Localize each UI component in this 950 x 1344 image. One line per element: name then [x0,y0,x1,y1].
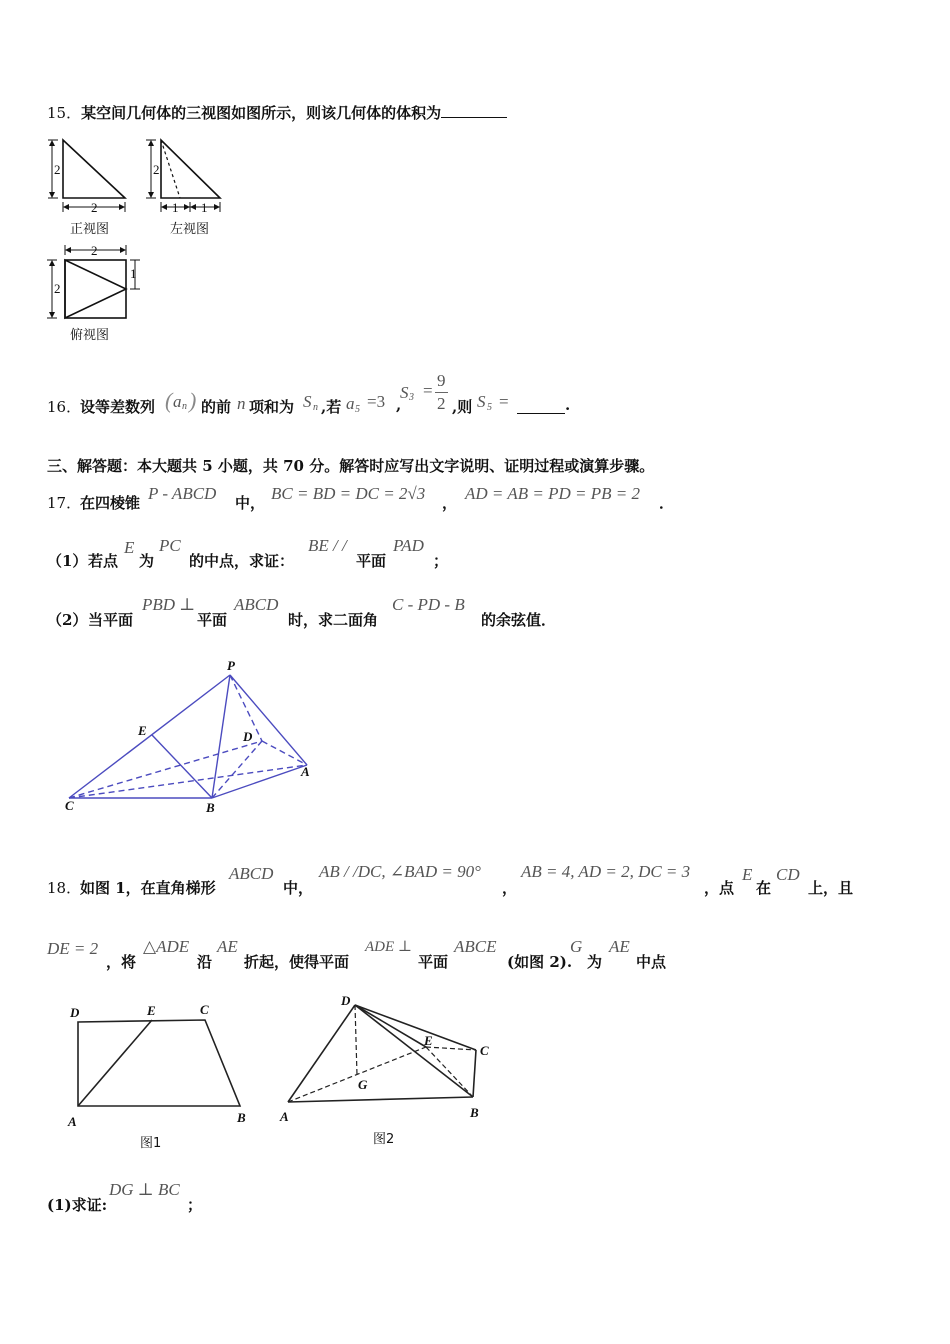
q17-stem: 17． 在四棱锥 P - ABCD 中， BC = BD = DC = 2√3 ， AD = AB = PD = PB = 2 ． [47,484,675,512]
fig2-edge-DB [355,1005,473,1097]
fig1-segment-AE [78,1020,152,1106]
fig2-vertex-G: G [358,1077,368,1092]
top-height-label: 2 [54,281,61,296]
question-text: 某空间几何体的三视图如图所示，则该几何体的体积为 [81,104,442,122]
q18-stem-line1: 18． 如图 1，在直角梯形 ABCD 中， AB / /DC, ∠BAD = 90° ， AB = 4, AD = 2, DC = 3 ，点 E 在 CD 上，且 [47,862,854,897]
q17-pyramid-figure [55,655,330,820]
fig2-edge-DC [355,1005,476,1050]
front-height-label: 2 [54,162,61,177]
question-number: 15． [47,104,82,122]
top-view-frame [65,260,126,318]
q18-stem-line2: DE = 2 ，将 △ADE 沿 AE 折起，使得平面 ADE ⊥ 平面 ABCE (如图 2). G 为 AE 中点 [47,937,667,971]
top-width-label: 2 [91,243,98,258]
q17-part1: （1） 若点 E 为 PC 的中点，求证： BE / / 平面 PAD ； [47,536,449,570]
left-view-triangle [161,140,220,198]
top-right-label: 1 [130,266,137,281]
left-view-caption: 左视图 [170,222,210,237]
front-width-label: 2 [91,200,98,215]
vertex-D: D [243,729,253,744]
vertex-C: C [65,798,74,813]
left-height-label: 2 [153,162,160,177]
q17-part2: （2） 当平面 PBD ⊥ 平面 ABCD 时，求二面角 C - PD - B 的余弦值． [47,595,557,629]
vertex-B: B [206,800,215,815]
fig1-vertex-C: C [200,1002,209,1017]
section-3-title: 三、解答题：本大题共 5 小题，共 70 分。解答时应写出文字说明、证明过程或演算步骤。 [47,457,655,475]
edge-PC [69,675,230,798]
fig1-vertex-A: A [68,1114,77,1129]
fig2-vertex-C: C [480,1043,489,1058]
fig1-vertex-B: B [237,1110,246,1125]
q15-stem [47,102,507,123]
fig2-edge-DA [288,1005,355,1102]
segment-EB [152,735,212,798]
fig2-edge-EB [426,1047,473,1097]
top-view-triangle-inner [65,260,126,318]
fig1-vertex-D: D [70,1005,80,1020]
q18-part1: (1)求证: DG ⊥ BC ； [47,1180,203,1214]
answer-blank[interactable] [441,103,507,118]
fig2-vertex-A: A [280,1109,289,1124]
answer-blank[interactable] [517,399,565,414]
front-view-triangle [63,140,125,198]
fig2-vertex-E: E [424,1033,433,1048]
top-view-caption: 俯视图 [70,328,110,343]
fig1-trapezoid [78,1020,240,1106]
left-width-label-a: 1 [172,200,179,215]
edge-PA [230,675,307,765]
q18-figures [60,995,510,1155]
fig2-edge-BC [473,1050,476,1097]
fig2-caption: 图2 [373,1132,395,1147]
fig2-segment-DG [355,1005,357,1075]
fig2-edge-AB [288,1097,473,1102]
fig2-vertex-B: B [470,1105,479,1120]
vertex-P: P [227,658,235,673]
three-view-figure [40,130,250,350]
fig2-vertex-D: D [341,995,351,1008]
vertex-A: A [301,764,310,779]
edge-DA [262,741,307,765]
fig1-caption: 图1 [140,1136,162,1151]
left-width-label-b: 1 [201,200,208,215]
front-view-caption: 正视图 [70,222,110,237]
fig2-edge-DE [355,1005,426,1047]
fig1-vertex-E: E [147,1003,156,1018]
vertex-E: E [138,723,147,738]
